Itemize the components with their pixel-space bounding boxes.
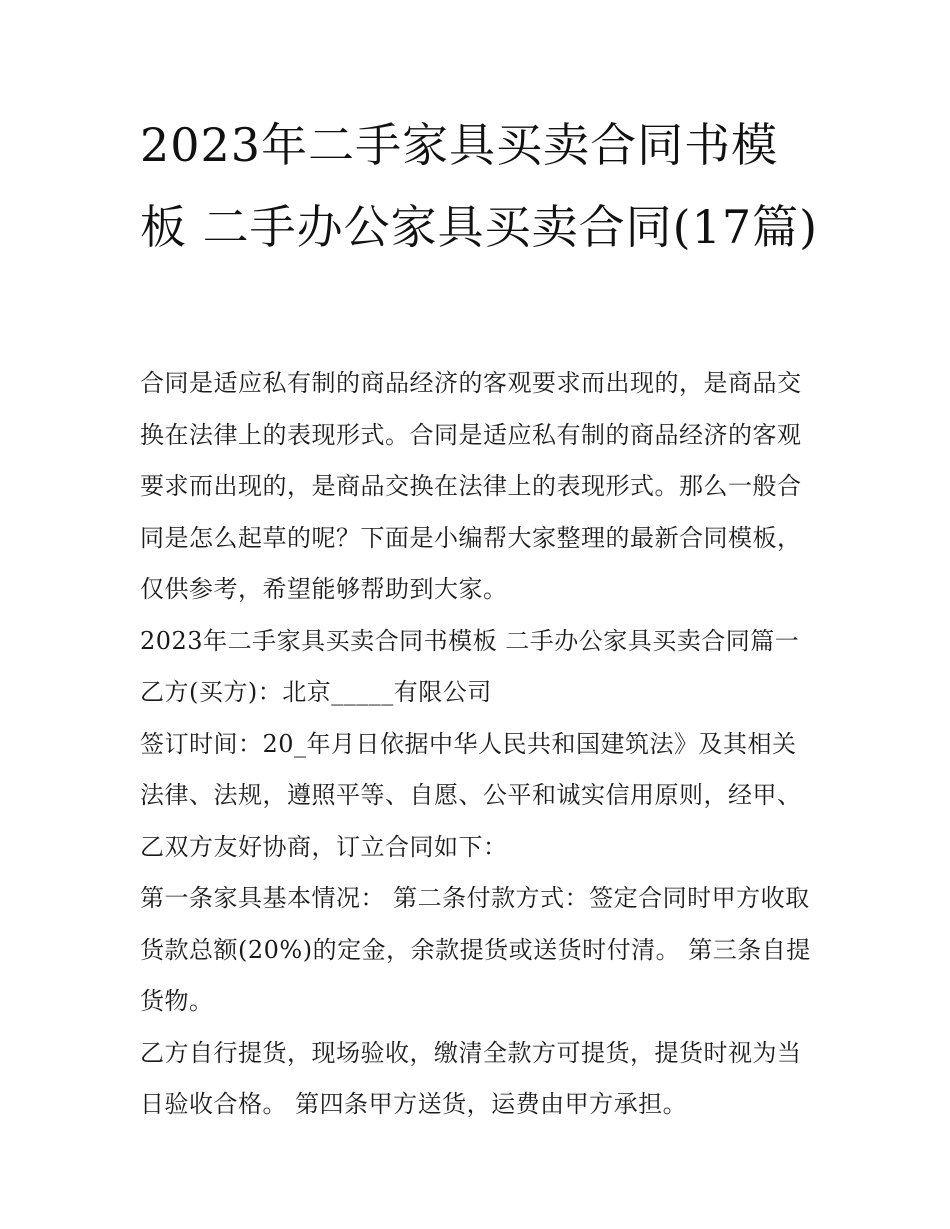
document-body: [140, 358, 820, 1131]
document-title: 2023年二手家具买卖合同书模板 二手办公家具买卖合同(17篇): [140, 118, 819, 254]
party-b-line: 乙方(买方)：北京_____有限公司: [140, 678, 492, 706]
intro-paragraph: 合同是适应私有制的商品经济的客观要求而出现的，是商品交换在法律上的表现形式。合同是适应私有制的商品经济的客观要求而出现的，是商品交换在法律上的表现形式。那么一般合同是怎么起草的呢？下面是小编帮大家整理的最新合同模板，仅供参考，希望能够帮助到大家。: [140, 369, 802, 603]
clause-paragraph: 第一条家具基本情况： 第二条付款方式：签定合同时甲方收取货款总额(20%)的定金，余款提货或送货时付清。 第三条自提货物。: [140, 884, 811, 1015]
signing-paragraph: 签订时间：20_年月日依据中华人民共和国建筑法》及其相关法律、法规，遵照平等、自愿、公平和诚实信用原则，经甲、乙双方友好协商，订立合同如下：: [140, 729, 802, 861]
section-heading: 2023年二手家具买卖合同书模板 二手办公家具买卖合同篇一: [140, 626, 800, 655]
delivery-paragraph: 乙方自行提货，现场验收，缴清全款方可提货，提货时视为当日验收合格。 第四条甲方送货，运费由甲方承担。: [140, 1038, 802, 1118]
